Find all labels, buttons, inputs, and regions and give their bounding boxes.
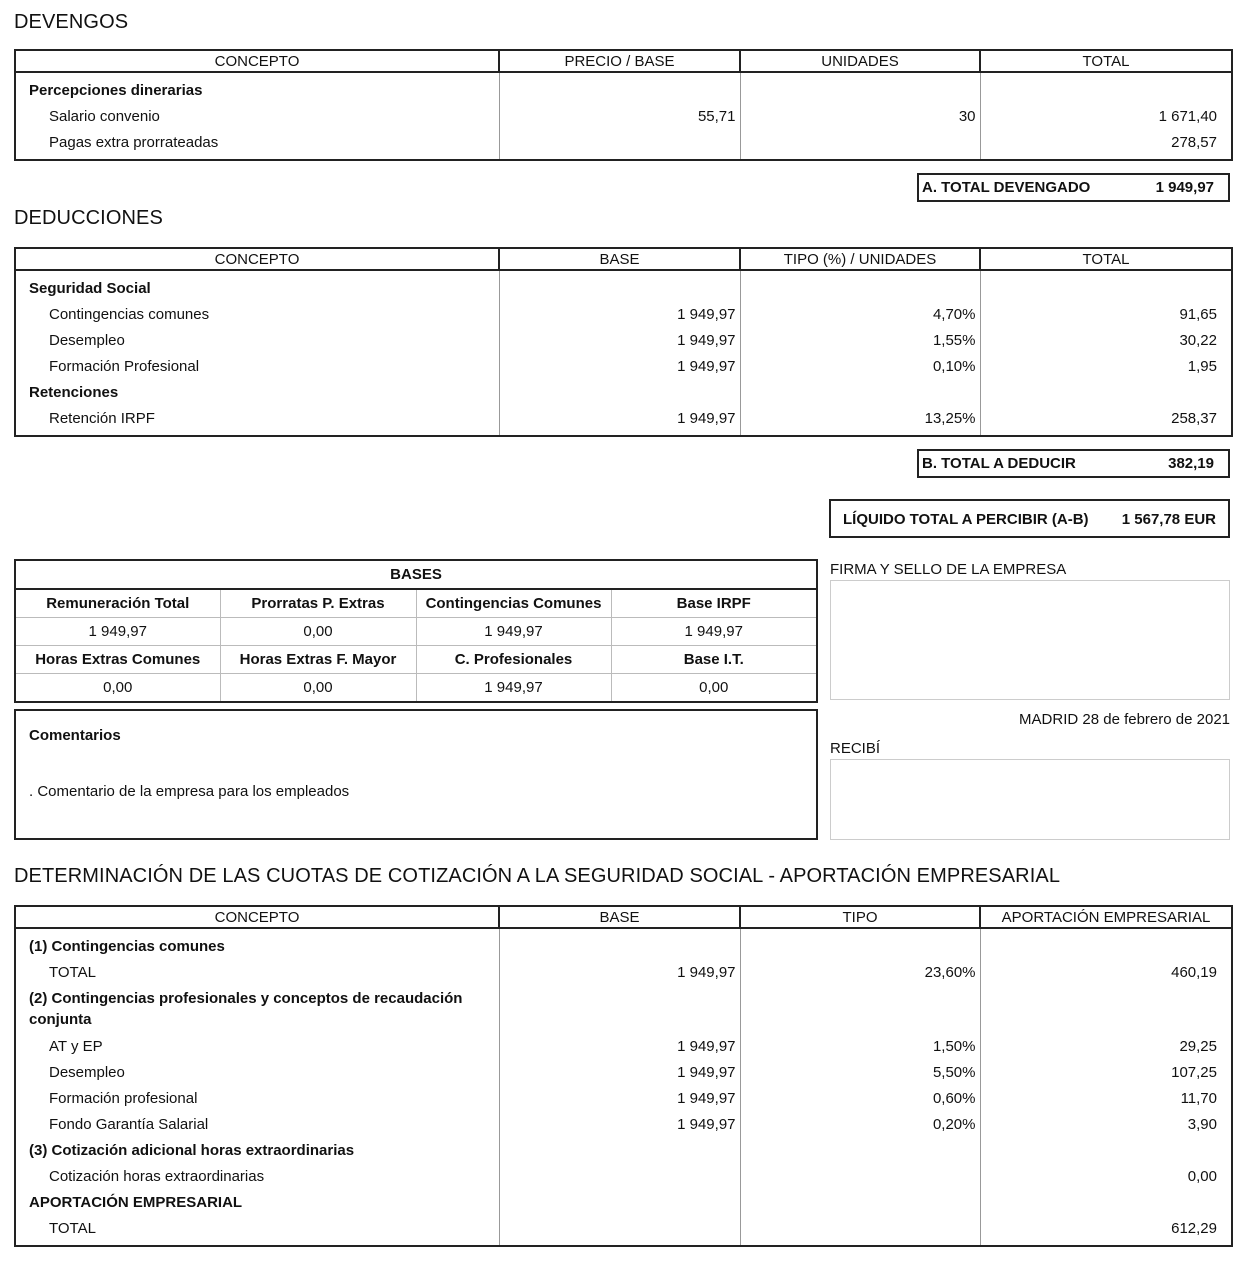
row-base: 1 949,97 bbox=[499, 353, 740, 379]
bases-value: 0,00 bbox=[220, 618, 416, 646]
table-row bbox=[15, 1137, 1232, 1163]
row-base: 1 949,97 bbox=[499, 1059, 740, 1085]
col-total: TOTAL bbox=[980, 248, 1232, 270]
row-unidades bbox=[740, 129, 980, 160]
row-concepto: (2) Contingencias profesionales y conceptos de recaudación conjunta bbox=[29, 990, 463, 1028]
bases-label: Horas Extras Comunes bbox=[15, 646, 220, 674]
table-row bbox=[15, 1163, 1232, 1189]
col-base: BASE bbox=[499, 248, 740, 270]
table-row bbox=[15, 928, 1232, 959]
bases-label: Base I.T. bbox=[611, 646, 817, 674]
row-precio bbox=[499, 129, 740, 160]
row-total bbox=[980, 270, 1232, 301]
row-base: 1 949,97 bbox=[499, 301, 740, 327]
row-base: 1 949,97 bbox=[499, 405, 740, 436]
comentarios-title: Comentarios bbox=[29, 727, 121, 744]
row-base: 1 949,97 bbox=[499, 1033, 740, 1059]
row-concepto: Cotización horas extraordinarias bbox=[49, 1167, 265, 1185]
row-total: 3,90 bbox=[980, 1111, 1232, 1137]
row-total bbox=[980, 985, 1232, 1033]
col-tipo: TIPO (%) / UNIDADES bbox=[740, 248, 980, 270]
row-total: 0,00 bbox=[980, 1163, 1232, 1189]
bases-value: 1 949,97 bbox=[15, 618, 220, 646]
row-base: 1 949,97 bbox=[499, 959, 740, 985]
row-concepto: APORTACIÓN EMPRESARIAL bbox=[29, 1193, 243, 1211]
col-concepto: CONCEPTO bbox=[15, 906, 499, 928]
bases-value: 0,00 bbox=[220, 674, 416, 703]
bases-label: Prorratas P. Extras bbox=[220, 589, 416, 618]
row-concepto: Desempleo bbox=[49, 331, 125, 349]
row-unidades bbox=[740, 72, 980, 103]
row-tipo: 4,70% bbox=[740, 301, 980, 327]
row-total bbox=[980, 1137, 1232, 1163]
table-row bbox=[15, 985, 1232, 1033]
firma-box bbox=[830, 580, 1230, 700]
row-base bbox=[499, 270, 740, 301]
bases-value: 1 949,97 bbox=[416, 674, 611, 703]
row-tipo: 13,25% bbox=[740, 405, 980, 436]
devengos-title: DEVENGOS bbox=[14, 11, 129, 33]
row-total bbox=[980, 72, 1232, 103]
row-total: 612,29 bbox=[980, 1215, 1232, 1246]
row-base: 1 949,97 bbox=[499, 1085, 740, 1111]
row-total: 258,37 bbox=[980, 405, 1232, 436]
row-tipo bbox=[740, 985, 980, 1033]
bases-label: Base IRPF bbox=[611, 589, 817, 618]
row-concepto: Desempleo bbox=[49, 1063, 125, 1081]
table-row bbox=[15, 270, 1232, 301]
table-row bbox=[15, 959, 1232, 985]
row-tipo: 0,60% bbox=[740, 1085, 980, 1111]
row-base bbox=[499, 1163, 740, 1189]
row-tipo bbox=[740, 1215, 980, 1246]
row-tipo bbox=[740, 1163, 980, 1189]
row-tipo: 5,50% bbox=[740, 1059, 980, 1085]
liquido-label: LÍQUIDO TOTAL A PERCIBIR (A-B) bbox=[843, 511, 1089, 528]
table-row bbox=[15, 301, 1232, 327]
row-total: 29,25 bbox=[980, 1033, 1232, 1059]
row-total: 91,65 bbox=[980, 301, 1232, 327]
col-concepto: CONCEPTO bbox=[15, 50, 499, 72]
row-concepto: Retenciones bbox=[29, 383, 119, 401]
row-tipo bbox=[740, 1137, 980, 1163]
firma-label: FIRMA Y SELLO DE LA EMPRESA bbox=[830, 561, 1067, 578]
total-deducir-box bbox=[917, 449, 1230, 478]
total-devengado-box bbox=[917, 173, 1230, 202]
bases-table bbox=[14, 559, 818, 703]
col-total: TOTAL bbox=[980, 50, 1232, 72]
row-tipo: 1,50% bbox=[740, 1033, 980, 1059]
row-concepto: Seguridad Social bbox=[29, 279, 151, 297]
comentarios-box bbox=[14, 709, 818, 840]
row-total: 278,57 bbox=[980, 129, 1232, 160]
bases-label: Horas Extras F. Mayor bbox=[220, 646, 416, 674]
row-total bbox=[980, 928, 1232, 959]
row-total: 107,25 bbox=[980, 1059, 1232, 1085]
row-concepto: AT y EP bbox=[49, 1037, 103, 1055]
total-deducir-value: 382,19 bbox=[1168, 455, 1214, 472]
comentarios-text: . Comentario de la empresa para los empleados bbox=[29, 783, 350, 800]
table-row bbox=[15, 1215, 1232, 1246]
table-row bbox=[15, 327, 1232, 353]
table-row bbox=[15, 1085, 1232, 1111]
cotizacion-title: DETERMINACIÓN DE LAS CUOTAS DE COTIZACIÓN A LA SEGURIDAD SOCIAL - APORTACIÓN EMPRESARIAL bbox=[14, 865, 1061, 887]
row-total: 460,19 bbox=[980, 959, 1232, 985]
row-tipo bbox=[740, 270, 980, 301]
row-concepto: Pagas extra prorrateadas bbox=[49, 133, 219, 151]
row-tipo bbox=[740, 379, 980, 405]
row-concepto: Salario convenio bbox=[49, 107, 160, 125]
row-total bbox=[980, 379, 1232, 405]
row-base: 1 949,97 bbox=[499, 1111, 740, 1137]
row-base bbox=[499, 928, 740, 959]
bases-value: 0,00 bbox=[15, 674, 220, 703]
col-base: BASE bbox=[499, 906, 740, 928]
row-concepto: Percepciones dinerarias bbox=[29, 81, 203, 99]
row-precio: 55,71 bbox=[499, 103, 740, 129]
devengos-table bbox=[14, 49, 1233, 161]
row-concepto: Retención IRPF bbox=[49, 409, 155, 427]
row-concepto: TOTAL bbox=[49, 1219, 96, 1237]
row-base: 1 949,97 bbox=[499, 327, 740, 353]
row-total: 30,22 bbox=[980, 327, 1232, 353]
table-row bbox=[15, 1189, 1232, 1215]
row-total: 1,95 bbox=[980, 353, 1232, 379]
row-concepto: Fondo Garantía Salarial bbox=[49, 1115, 209, 1133]
total-devengado-value: 1 949,97 bbox=[1155, 179, 1214, 196]
liquido-box bbox=[829, 499, 1230, 538]
row-concepto: (1) Contingencias comunes bbox=[29, 937, 225, 955]
row-concepto: Formación Profesional bbox=[49, 357, 200, 375]
fecha-text: MADRID 28 de febrero de 2021 bbox=[1019, 711, 1230, 728]
col-tipo: TIPO bbox=[740, 906, 980, 928]
table-row bbox=[15, 379, 1232, 405]
table-row bbox=[15, 1059, 1232, 1085]
row-concepto: Contingencias comunes bbox=[49, 305, 210, 323]
col-precio-base: PRECIO / BASE bbox=[499, 50, 740, 72]
total-devengado-label: A. TOTAL DEVENGADO bbox=[922, 179, 1091, 196]
deducciones-title: DEDUCCIONES bbox=[14, 207, 163, 229]
row-base bbox=[499, 1215, 740, 1246]
bases-value: 1 949,97 bbox=[611, 618, 817, 646]
row-total bbox=[980, 1189, 1232, 1215]
table-row bbox=[15, 353, 1232, 379]
table-row bbox=[15, 72, 1232, 103]
row-concepto: TOTAL bbox=[49, 963, 96, 981]
table-row bbox=[15, 405, 1232, 436]
row-total: 11,70 bbox=[980, 1085, 1232, 1111]
row-base bbox=[499, 1137, 740, 1163]
bases-label: Remuneración Total bbox=[15, 589, 220, 618]
col-concepto: CONCEPTO bbox=[15, 248, 499, 270]
bases-value: 1 949,97 bbox=[416, 618, 611, 646]
liquido-value: 1 567,78 EUR bbox=[1121, 511, 1216, 528]
row-base bbox=[499, 985, 740, 1033]
row-base bbox=[499, 1189, 740, 1215]
bases-label: C. Profesionales bbox=[416, 646, 611, 674]
bases-label: Contingencias Comunes bbox=[416, 589, 611, 618]
row-tipo bbox=[740, 1189, 980, 1215]
row-total: 1 671,40 bbox=[980, 103, 1232, 129]
row-tipo bbox=[740, 928, 980, 959]
bases-title: BASES bbox=[15, 560, 817, 589]
col-unidades: UNIDADES bbox=[740, 50, 980, 72]
row-concepto: (3) Cotización adicional horas extraordinarias bbox=[29, 1141, 355, 1159]
row-tipo: 1,55% bbox=[740, 327, 980, 353]
bases-value: 0,00 bbox=[611, 674, 817, 703]
recibi-label: RECIBÍ bbox=[830, 740, 881, 757]
table-row bbox=[15, 1111, 1232, 1137]
table-row bbox=[15, 1033, 1232, 1059]
table-row bbox=[15, 129, 1232, 160]
row-tipo: 0,10% bbox=[740, 353, 980, 379]
row-tipo: 23,60% bbox=[740, 959, 980, 985]
row-concepto: Formación profesional bbox=[49, 1089, 198, 1107]
row-tipo: 0,20% bbox=[740, 1111, 980, 1137]
table-row bbox=[15, 103, 1232, 129]
row-precio bbox=[499, 72, 740, 103]
row-base bbox=[499, 379, 740, 405]
cotizacion-table bbox=[14, 905, 1233, 1247]
total-deducir-label: B. TOTAL A DEDUCIR bbox=[922, 455, 1076, 472]
row-unidades: 30 bbox=[740, 103, 980, 129]
col-aportacion: APORTACIÓN EMPRESARIAL bbox=[980, 906, 1232, 928]
deducciones-table bbox=[14, 247, 1233, 437]
recibi-box bbox=[830, 759, 1230, 840]
